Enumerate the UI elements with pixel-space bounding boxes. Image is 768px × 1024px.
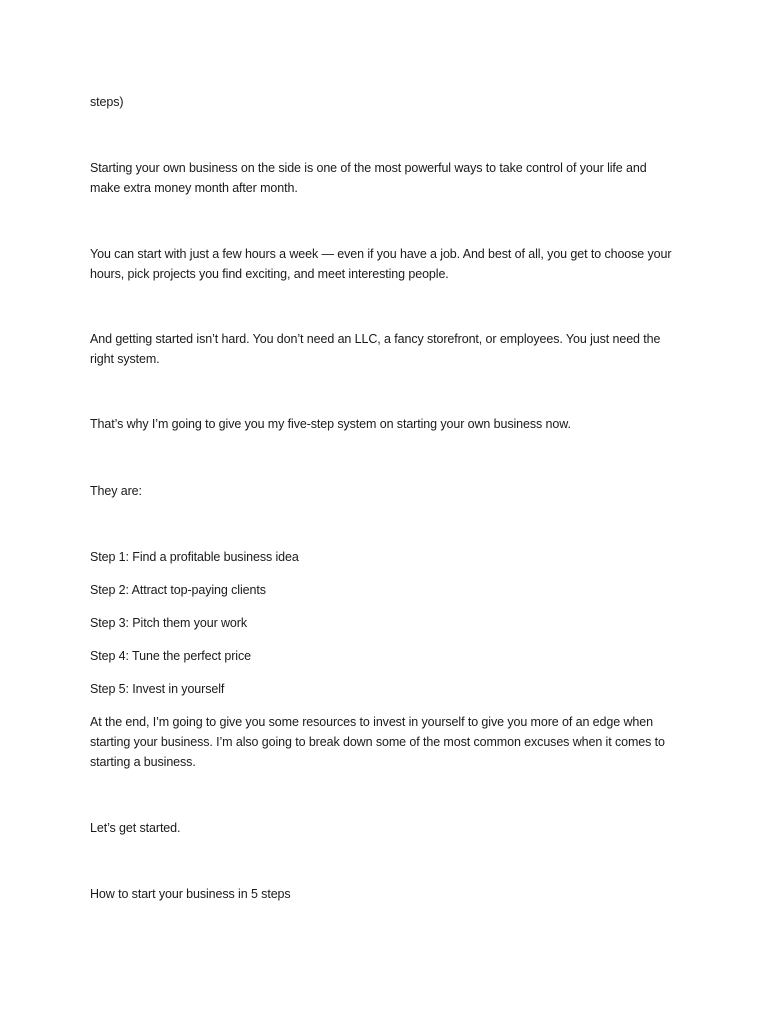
step-3: Step 3: Pitch them your work [90,616,247,630]
text-lets-get-started: Let’s get started. [90,821,181,835]
paragraph-end-resources: At the end, I’m going to give you some resources to invest in yourself to give you more of an edge when starting your business. I’m also going to break down some of the most common excuses when it comes to starting a business. [90,715,665,769]
text-fragment-steps: steps) [90,95,124,109]
paragraph-intro: Starting your own business on the side is one of the most powerful ways to take control of your life and make extra money month after month. [90,161,647,195]
paragraph-getting-started: And getting started isn’t hard. You don’t need an LLC, a fancy storefront, or employees. You just need the right system. [90,332,661,366]
paragraph-hours: You can start with just a few hours a week — even if you have a job. And best of all, you get to choose your hours, pick projects you find exciting, and meet interesting people. [90,247,672,281]
section-heading: How to start your business in 5 steps [90,887,291,901]
step-1: Step 1: Find a profitable business idea [90,550,299,564]
step-5: Step 5: Invest in yourself [90,682,225,696]
text-they-are: They are: [90,484,142,498]
paragraph-five-step-system: That’s why I’m going to give you my five-step system on starting your own business now. [90,417,571,431]
step-2: Step 2: Attract top-paying clients [90,583,266,597]
step-4: Step 4: Tune the perfect price [90,649,251,663]
